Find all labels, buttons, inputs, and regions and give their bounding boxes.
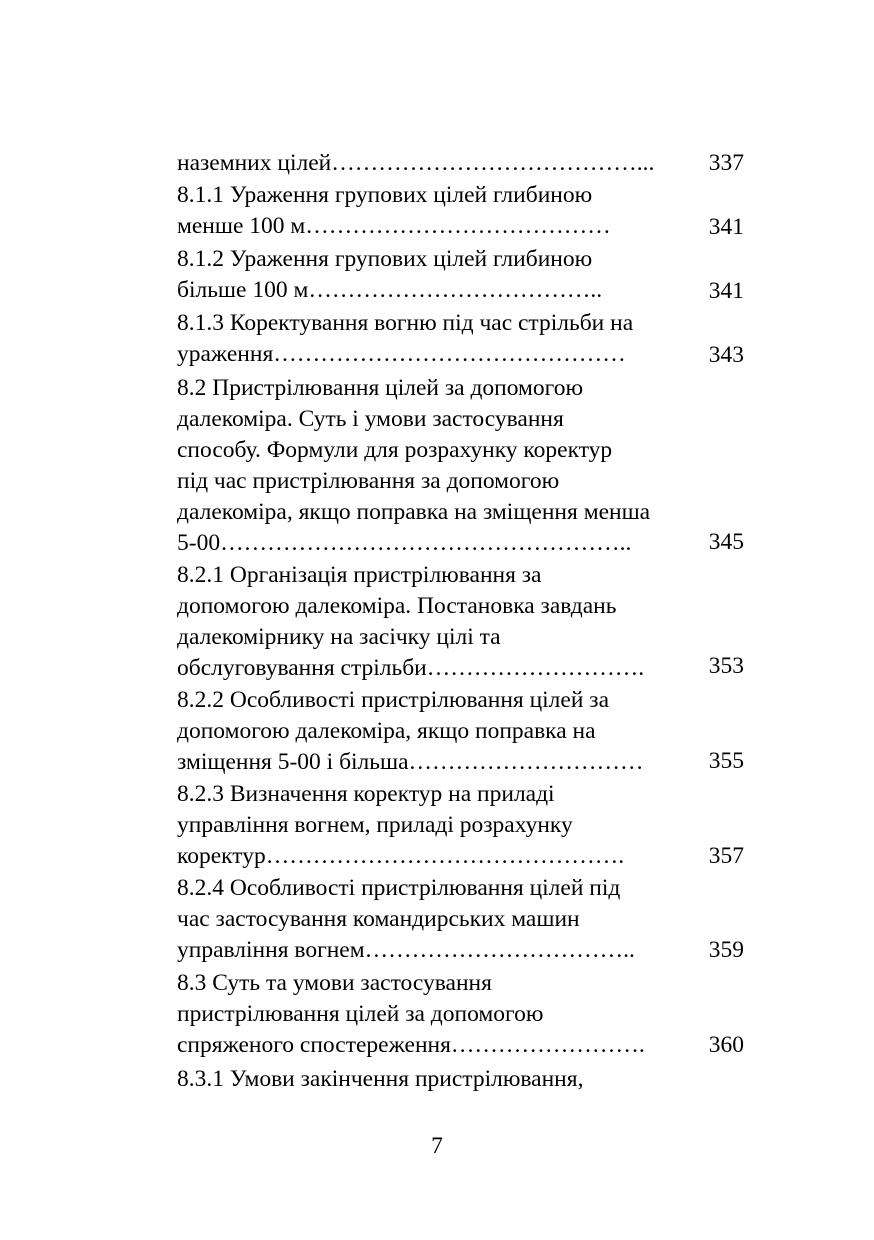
toc-page-number: 345 bbox=[708, 529, 744, 555]
toc-entry-line: менше 100 м………………………………… bbox=[177, 213, 611, 239]
toc-entry-line: допомогою далекоміра, якщо поправка на bbox=[177, 718, 596, 744]
toc-entry-line: 8.1.3 Коректування вогню під час стрільби на bbox=[177, 310, 634, 336]
toc-page-number: 359 bbox=[708, 937, 744, 963]
toc-entry-line: 8.2.3 Визначення коректур на приладі bbox=[177, 781, 555, 807]
toc-entry-line: час застосування командирських машин bbox=[177, 906, 580, 932]
toc-entry bbox=[177, 180, 697, 242]
toc-entry-line: пристрілювання цілей за допомогою bbox=[177, 1001, 544, 1027]
toc-entry-line: 8.1.1 Ураження групових цілей глибиною bbox=[177, 182, 593, 208]
toc-entry-line: наземних цілей…………………………………... bbox=[177, 150, 655, 176]
toc-entry-line: під час пристрілювання за допомогою bbox=[177, 468, 560, 494]
toc-page-number: 357 bbox=[708, 843, 744, 869]
toc-entry bbox=[177, 148, 697, 179]
toc-entry-line: 5-00…………………………………………….. bbox=[177, 530, 632, 556]
toc-entry-line: способу. Формули для розрахунку коректур bbox=[177, 437, 613, 463]
toc-entry-line: 8.2.2 Особливості пристрілювання цілей за bbox=[177, 687, 610, 713]
toc-page-number: 343 bbox=[708, 342, 744, 368]
toc-page-number: 360 bbox=[708, 1032, 744, 1058]
toc-page-number: 353 bbox=[708, 653, 744, 679]
toc-entry-line: зміщення 5-00 і більша………………………… bbox=[177, 749, 644, 775]
toc-entry-line: коректур………………………………………. bbox=[177, 843, 625, 869]
toc-page-number: 341 bbox=[708, 278, 744, 304]
toc-entry-line: допомогою далекоміра. Постановка завдань bbox=[177, 593, 617, 619]
toc-entry bbox=[177, 373, 697, 559]
toc-page-number: 337 bbox=[708, 150, 744, 176]
toc-entry bbox=[177, 873, 697, 966]
toc-entry-line: далекоміра, якщо поправка на зміщення менша bbox=[177, 499, 651, 525]
toc-entry-line: обслуговування стрільби………………………. bbox=[177, 655, 645, 681]
toc-entry-line: 8.2.1 Організація пристрілювання за bbox=[177, 562, 542, 588]
toc-page-number: 341 bbox=[708, 214, 744, 240]
toc-page-number: 355 bbox=[708, 748, 744, 774]
toc-entry bbox=[177, 685, 697, 778]
toc-entry-line: далекомірнику на засічку цілі та bbox=[177, 624, 501, 650]
toc-entry bbox=[177, 560, 697, 684]
toc-entry-line: спряженого спостереження……………………. bbox=[177, 1032, 645, 1058]
toc-entry-line: ураження……………………………………… bbox=[177, 341, 626, 367]
toc-entry-line: управління вогнем…………………………….. bbox=[177, 937, 635, 963]
toc-entry bbox=[177, 968, 697, 1061]
page-number: 7 bbox=[431, 1133, 443, 1159]
toc-entry bbox=[177, 779, 697, 872]
toc-entry-line: 8.2 Пристрілювання цілей за допомогою bbox=[177, 375, 584, 401]
toc-entry-line: далекоміра. Суть і умови застосування bbox=[177, 406, 564, 432]
toc-entry bbox=[177, 244, 697, 306]
toc-entry-line: 8.3.1 Умови закінчення пристрілювання, bbox=[177, 1066, 584, 1092]
toc-entry-line: 8.2.4 Особливості пристрілювання цілей під bbox=[177, 875, 621, 901]
toc-entry bbox=[177, 1064, 697, 1095]
toc-entry-line: 8.1.2 Ураження групових цілей глибиною bbox=[177, 246, 593, 272]
toc-entry-line: управління вогнем, приладі розрахунку bbox=[177, 812, 573, 838]
toc-entry-line: 8.3 Суть та умови застосування bbox=[177, 970, 492, 996]
toc-entry-line: більше 100 м……………………………….. bbox=[177, 277, 603, 303]
toc-entry bbox=[177, 308, 697, 370]
